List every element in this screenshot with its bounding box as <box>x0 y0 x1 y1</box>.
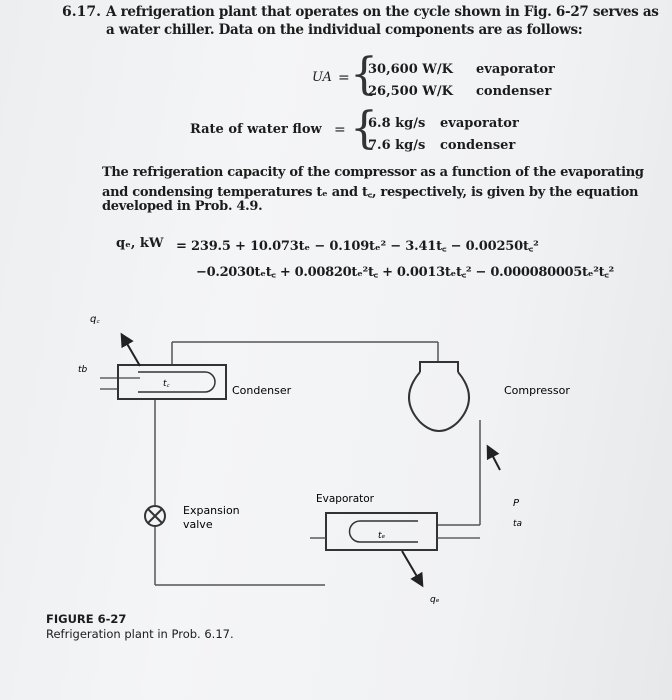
condenser-label: Condenser <box>232 384 292 397</box>
problem-line-2: a water chiller. Data on the individual components are as follows: <box>106 22 583 38</box>
problem-number: 6.17. <box>62 4 101 20</box>
ua-cond-value: 26,500 W/K <box>368 84 453 99</box>
figure-caption-title: FIGURE 6-27 <box>46 612 127 626</box>
heat-absorption-arrow <box>402 551 422 585</box>
label-qe: qₑ <box>430 595 440 605</box>
label-qc: q꜀ <box>90 314 100 325</box>
condenser-coil <box>138 372 215 392</box>
compressor-power-arrow <box>488 447 500 470</box>
ua-evap-label: evaporator <box>476 62 555 77</box>
condenser-shell <box>118 365 226 399</box>
compressor-label: Compressor <box>504 384 570 397</box>
description-line-3: developed in Prob. 4.9. <box>102 199 263 214</box>
refrigerant-piping <box>155 342 480 585</box>
water-flow-cond-value: 7.6 kg/s <box>368 138 426 153</box>
label-ta: ta <box>513 519 523 529</box>
description-line-1: The refrigeration capacity of the compressor as a function of the evaporating <box>102 165 644 180</box>
water-flow-equals: = <box>334 122 346 138</box>
heat-rejection-arrow <box>122 335 140 366</box>
water-flow-evap-value: 6.8 kg/s <box>368 116 426 131</box>
water-flow-cond-label: condenser <box>440 138 516 153</box>
equation-lhs: qₑ, kW <box>116 236 164 251</box>
equation-line-1: = 239.5 + 10.073tₑ − 0.109tₑ² − 3.41t꜀ − 0.00250t꜀² <box>176 239 539 254</box>
label-tb: tb <box>78 365 88 375</box>
description-line-2: and condensing temperatures tₑ and t꜀, respectively, is given by the equation <box>102 185 639 200</box>
ua-evap-value: 30,600 W/K <box>368 62 453 77</box>
water-flow-brace: { <box>350 103 378 154</box>
expansion-valve-label-1: Expansion <box>183 504 240 517</box>
problem-line-1: A refrigeration plant that operates on the cycle shown in Fig. 6-27 serves as <box>106 4 659 20</box>
water-flow-evap-label: evaporator <box>440 116 519 131</box>
water-flow-label: Rate of water flow <box>190 122 322 137</box>
equation-line-2: −0.2030tₑt꜀ + 0.00820tₑ²t꜀ + 0.0013tₑt꜀² − 0.000080005tₑ²t꜀² <box>196 265 614 280</box>
ua-brace: { <box>350 49 378 100</box>
label-tc: t꜀ <box>163 379 170 389</box>
ua-cond-label: condenser <box>476 84 552 99</box>
ua-equals: = <box>338 70 350 86</box>
expansion-valve-label-2: valve <box>183 518 213 531</box>
figure-caption-text: Refrigeration plant in Prob. 6.17. <box>46 627 234 641</box>
compressor-symbol <box>409 362 469 431</box>
expansion-valve-symbol <box>145 506 165 526</box>
label-te: tₑ <box>378 531 386 541</box>
label-P: P <box>513 498 520 509</box>
evaporator-label: Evaporator <box>316 493 374 505</box>
ua-symbol: UA <box>312 70 332 85</box>
